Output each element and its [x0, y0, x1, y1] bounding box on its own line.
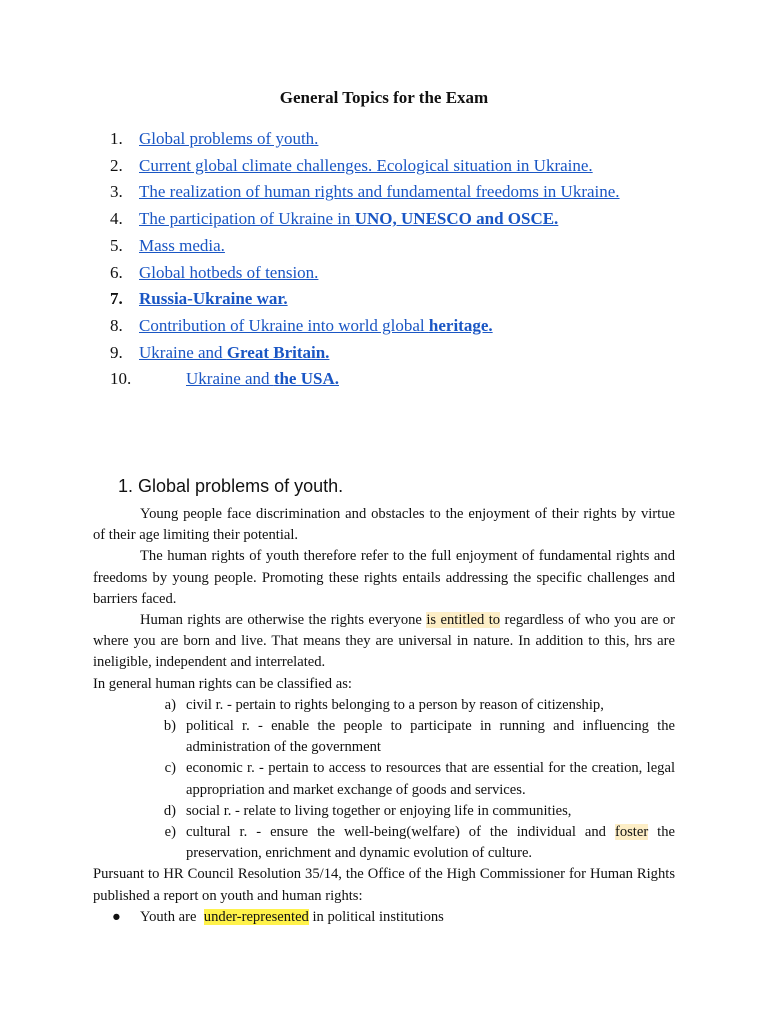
topic-link-text: heritage.: [428, 315, 493, 335]
list-text-part: social r. - relate to living together or enjoying life in communities,: [186, 802, 572, 819]
topic-link-text: Great Britain.: [226, 342, 330, 362]
topic-item: [110, 233, 675, 260]
list-marker: d): [163, 802, 176, 819]
topic-number: 9.: [110, 342, 123, 362]
topic-item: [110, 366, 675, 393]
paragraph-3-text-a: Human rights are otherwise the rights everyone: [140, 612, 427, 629]
list-text: [186, 716, 675, 758]
topic-link-text: Global problems of youth.: [139, 129, 319, 148]
topic-link[interactable]: [139, 260, 675, 287]
topic-link[interactable]: [186, 366, 675, 393]
topic-item: [110, 313, 675, 340]
topic-link[interactable]: [139, 126, 675, 153]
topic-number: 3.: [110, 182, 123, 202]
topic-link[interactable]: [139, 153, 675, 180]
list-text: [186, 758, 675, 800]
paragraph-5: Pursuant to HR Council Resolution 35/14, the Office of the High Commissioner for Human Rights published a report on youth and human rights:: [93, 866, 675, 904]
topic-link[interactable]: [139, 206, 675, 233]
bullet-icon: ●: [112, 908, 121, 925]
rights-class-item: [93, 822, 675, 864]
page-title: General Topics for the Exam: [279, 88, 489, 107]
topic-link-text: The realization of human rights and fundamental freedoms in Ukraine.: [139, 182, 620, 202]
bullet-item: [93, 907, 675, 928]
rights-class-item: [93, 801, 675, 822]
topic-item: [110, 126, 675, 153]
topic-item: [110, 206, 675, 233]
rights-class-item: [93, 758, 675, 800]
topic-item: [110, 340, 675, 367]
topic-link[interactable]: [139, 286, 675, 313]
bullet-text: [140, 907, 444, 928]
list-marker: e): [164, 824, 176, 841]
list-marker: b): [163, 718, 176, 735]
list-text-part: political r. - enable the people to participate in running and influencing the administration of the government: [186, 718, 675, 756]
topic-link-text: Mass media.: [139, 235, 225, 255]
paragraph-3-text-b: regardless of who you are or where you are born and live. That means they are universal in nature. In addition to this, hrs are ineligible, independent and interrelated.: [93, 612, 675, 671]
rights-class-item: [93, 716, 675, 758]
list-text-part: cultural r. - ensure the well-being(welfare) of the individual and: [186, 824, 615, 841]
list-text: [186, 801, 675, 822]
topic-number: 10.: [110, 369, 132, 389]
list-text-part: economic r. - pertain to access to resources that are essential for the creation, legal appropriation and market exchange of goods and services.: [186, 760, 675, 798]
topic-item: [110, 260, 675, 287]
list-marker: c): [164, 760, 176, 777]
highlight-under-represented: under-represented: [203, 908, 309, 925]
topic-number: 8.: [110, 315, 123, 335]
list-text-part: civil r. - pertain to rights belonging to a person by reason of citizenship,: [186, 696, 604, 713]
topic-link[interactable]: [139, 340, 675, 367]
paragraph-1: Young people face discrimination and obstacles to the enjoyment of their rights by virtue of their age limiting their potential.: [93, 506, 675, 544]
list-text: [186, 822, 675, 864]
topic-link[interactable]: [139, 179, 675, 206]
topic-link-text: Global hotbeds of tension.: [139, 262, 319, 282]
topic-link-text: the USA.: [273, 369, 339, 389]
topic-link-text: Contribution of Ukraine into world global: [139, 315, 429, 335]
list-text-part: the preservation, enrichment and dynamic evolution of culture.: [186, 824, 675, 862]
topic-link[interactable]: [139, 313, 675, 340]
topic-number: 2.: [110, 155, 123, 175]
topic-number: 5.: [110, 235, 123, 255]
list-text: [186, 695, 675, 716]
topic-item: [110, 153, 675, 180]
topic-number: 6.: [110, 262, 123, 282]
topic-number: 4.: [110, 209, 123, 229]
bullet-text-b: in political institutions: [308, 908, 444, 925]
topic-item: [110, 286, 675, 313]
body-text: [93, 504, 675, 928]
highlight-foster: foster: [614, 824, 649, 841]
paragraph-2: The human rights of youth therefore refer to the full enjoyment of fundamental rights and freedoms by young people. Promoting these rights entails addressing the specific challenges and barriers faced.: [93, 548, 675, 607]
topic-link[interactable]: [139, 233, 675, 260]
bullet-text-a: Youth are: [140, 908, 204, 925]
topic-link-text: Ukraine and: [186, 369, 274, 389]
paragraph-3: [93, 610, 675, 674]
topics-list: [110, 126, 675, 393]
highlight-entitled-to: is entitled to: [426, 612, 501, 629]
topic-item: [110, 179, 675, 206]
topic-link-text: The participation of Ukraine in: [139, 209, 355, 229]
topic-link-text: Russia-Ukraine war.: [139, 289, 288, 309]
topic-link-text: Current global climate challenges. Ecological situation in Ukraine.: [139, 155, 593, 175]
list-marker: a): [164, 696, 176, 713]
topic-link-text: UNO, UNESCO and OSCE.: [354, 209, 559, 229]
topic-number: 1.: [110, 129, 123, 148]
topic-number: 7.: [110, 289, 123, 309]
section-heading: 1. Global problems of youth.: [118, 476, 344, 496]
paragraph-4: In general human rights can be classified as:: [93, 675, 352, 692]
rights-class-item: [93, 695, 675, 716]
topic-link-text: Ukraine and: [139, 342, 227, 362]
rights-classification-list: [93, 695, 675, 865]
